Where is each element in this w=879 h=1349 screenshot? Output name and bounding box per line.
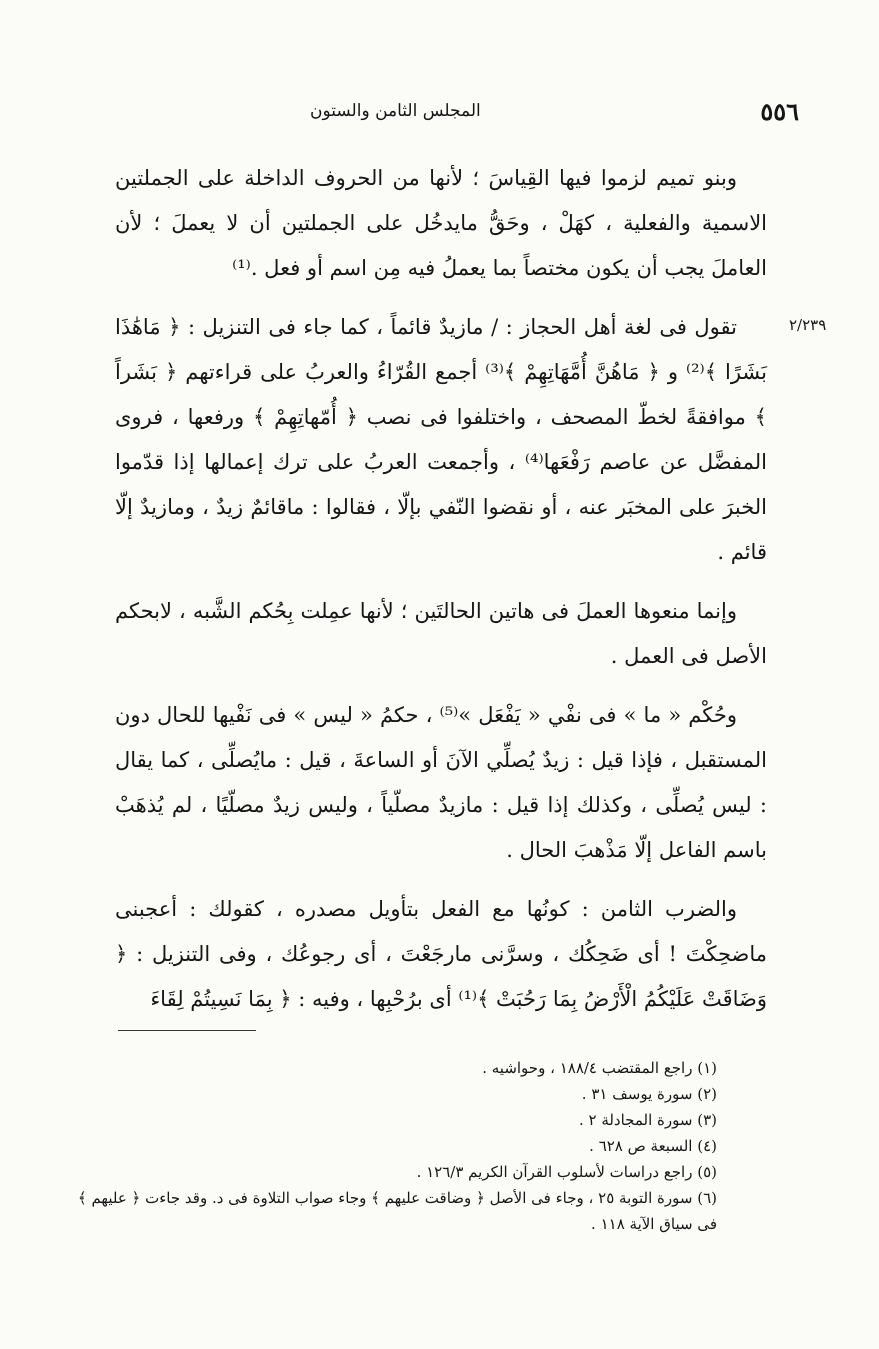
footnote: (٢) سورة يوسف ٣١ . bbox=[581, 1085, 717, 1103]
paragraph: تقول فى لغة أهل الحجاز : / مازيدٌ قائماً ، كما جاء فى التنزيل : ﴿ مَاهَٰذَا بَشَرًا ﴾⁽²⁾ و ﴿ مَاهُنَّ أُمَّهَاتِهِمْ ﴾⁽³⁾ أجمع القُرّاءُ والعربُ على قراءتهم ﴿ بَشَراً ﴾ موافقةً لخطّ المصحف ، واختلفوا فى نصب ﴿ أُمّهاتِهِمْ ﴾ ورفعها ، فروى المفضَّل عن عاصم رَفْعَها⁽⁴⁾ ، وأجمعت العربُ على ترك إعمالها إذا قدّموا الخبرَ على المخبَر عنه ، أو نقضوا النّفي بإلّا ، فقالوا : ماقائمٌ زيدٌ ، ومازيدٌ إلّا قائم . bbox=[115, 315, 768, 564]
footnote: (٥) راجع دراسات لأسلوب القرآن الكريم ١٢٦/٣ . bbox=[416, 1163, 717, 1181]
footnotes bbox=[67, 1055, 717, 1237]
footnote: (١) راجع المقتضب ١٨٨/٤ ، وحواشيه . bbox=[482, 1059, 717, 1077]
footnote-divider bbox=[118, 1030, 256, 1031]
running-title: المجلس الثامن والستون bbox=[310, 101, 481, 121]
main-text bbox=[115, 156, 767, 1036]
footnote: (٦) سورة التوبة ٢٥ ، وجاء فى الأصل ﴿ وضاقت عليهم ﴾ وجاء صواب التلاوة فى د. وقد جاءت ﴿ عليهم ﴾ فى سياق الآية ١١٨ . bbox=[77, 1189, 717, 1233]
paragraph: وبنو تميم لزموا فيها القِياسَ ؛ لأنها من الحروف الداخلة على الجملتين الاسمية والفعلية ، كهَلْ ، وحَقُّ مايدخُل على الجملتين أن لا يعملَ ؛ لأن العاملَ يجب أن يكون مختصاً بما يعملُ فيه مِن اسم أو فعل .⁽¹⁾ bbox=[115, 166, 767, 280]
paragraph: وإنما منعوها العملَ فى هاتين الحالتَين ؛ لأنها عمِلت بِحُكم الشَّبه ، لابحكم الأصل فى العمل . bbox=[115, 599, 767, 668]
page-number: ٥٥٦ bbox=[760, 96, 799, 126]
footnote: (٤) السبعة ص ٦٢٨ . bbox=[589, 1137, 717, 1155]
footnote: (٣) سورة المجادلة ٢ . bbox=[578, 1111, 717, 1129]
page-header bbox=[80, 94, 799, 128]
margin-reference: ٢/٢٣٩ bbox=[789, 316, 827, 334]
paragraph: وحُكْم « ما » فى نفْي « يَفْعَل »⁽⁵⁾ ، حكمُ « ليس » فى نَفْيها للحال دون المستقبل ، فإذا قيل : زيدٌ يُصلِّي الآنَ أو الساعةَ ، قيل : مايُصلِّى ، كما يقال : ليس يُصلِّى ، وكذلك إذا قيل : مازيدٌ مصلّياً ، وليس زيدٌ مصلّيًا ، لم يُذهَبْ باسم الفاعل إلّا مَذْهبَ الحال . bbox=[115, 703, 767, 862]
paragraph: والضرب الثامن : كونُها مع الفعل بتأويل مصدره ، كقولك : أعجبنى ماضحِكْتَ ! أى ضَحِكُك ، وسرَّنى مارجَعْتَ ، أى رجوعُك ، وفى التنزيل : ﴿ وَضَاقَتْ عَلَيْكُمُ الْأَرْضُ بِمَا رَحُبَتْ ﴾⁽¹⁾ أى برُحْبِها ، وفيه : ﴿ بِمَا نَسِيتُمْ لِقَاءَ bbox=[115, 897, 767, 1011]
